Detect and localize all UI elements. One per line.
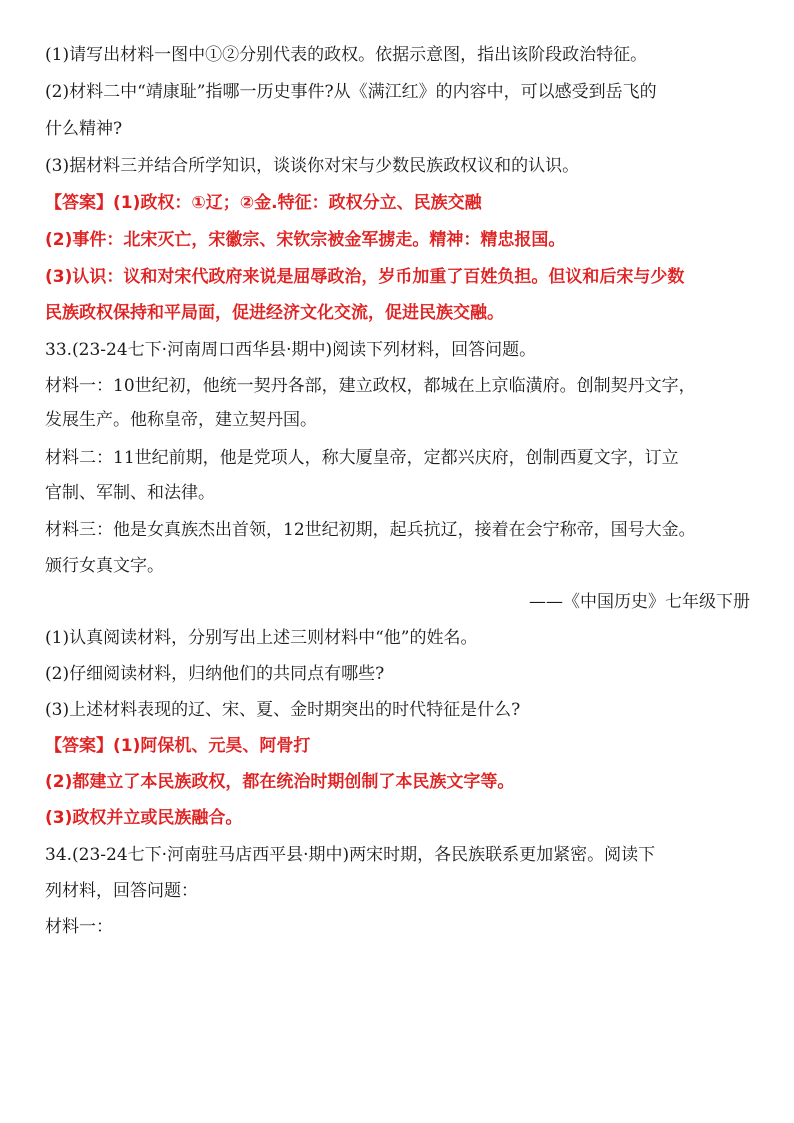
q32-question-2-line-2: 什么精神?	[45, 119, 123, 139]
q34-header-line-1: 34.(23-24七下·河南驻马店西平县·期中)两宋时期，各民族联系更加紧密。阅读下	[45, 845, 656, 865]
q32-answer-1: 【答案】(1)政权：①辽；②金.特征：政权分立、民族交融	[45, 193, 482, 213]
q33-material-3-line-1: 材料三：他是女真族杰出首领，12世纪初期，起兵抗辽，接着在会宁称帝，国号大金。	[45, 520, 696, 540]
q32-answer-3-line-1: (3)认识：议和对宋代政府来说是屈辱政治，岁币加重了百姓负担。但议和后宋与少数	[45, 267, 685, 287]
q33-material-1-line-2: 发展生产。他称皇帝，建立契丹国。	[45, 410, 317, 430]
q34-header-line-2: 列材料，回答问题：	[45, 881, 198, 901]
q33-answer-3: (3)政权并立或民族融合。	[45, 808, 243, 828]
q32-answer-2: (2)事件：北宋灭亡，宋徽宗、宋钦宗被金军掳走。精神：精忠报国。	[45, 230, 566, 250]
q33-header: 33.(23-24七下·河南周口西华县·期中)阅读下列材料，回答问题。	[45, 340, 537, 360]
q33-question-2: (2)仔细阅读材料，归纳他们的共同点有哪些?	[45, 664, 385, 684]
q33-material-1-line-1: 材料一：10世纪初，他统一契丹各部，建立政权，都城在上京临潢府。创制契丹文字，	[45, 376, 696, 396]
q32-question-2-line-1: (2)材料二中“靖康耻”指哪一历史事件?从《满江红》的内容中，可以感受到岳飞的	[45, 82, 657, 102]
q33-material-3-line-2: 颁行女真文字。	[45, 556, 164, 576]
q33-question-3: (3)上述材料表现的辽、宋、夏、金时期突出的时代特征是什么?	[45, 700, 521, 720]
q33-answer-1: 【答案】(1)阿保机、元昊、阿骨打	[45, 736, 311, 756]
q33-source: ——《中国历史》七年级下册	[529, 592, 750, 612]
q32-answer-3-line-2: 民族政权保持和平局面，促进经济文化交流，促进民族交融。	[45, 303, 504, 323]
q33-question-1: (1)认真阅读材料，分别写出上述三则材料中“他”的姓名。	[45, 628, 478, 648]
q33-answer-2: (2)都建立了本民族政权，都在统治时期创制了本民族文字等。	[45, 772, 515, 792]
q32-question-1: (1)请写出材料一图中①②分别代表的政权。依据示意图，指出该阶段政治特征。	[45, 45, 648, 65]
q33-material-2-line-1: 材料二：11世纪前期，他是党项人，称大厦皇帝，定都兴庆府，创制西夏文字，订立	[45, 448, 679, 468]
q33-material-2-line-2: 官制、军制、和法律。	[45, 483, 215, 503]
q32-question-3: (3)据材料三并结合所学知识，谈谈你对宋与少数民族政权议和的认识。	[45, 156, 580, 176]
q34-material-1: 材料一：	[45, 917, 113, 937]
